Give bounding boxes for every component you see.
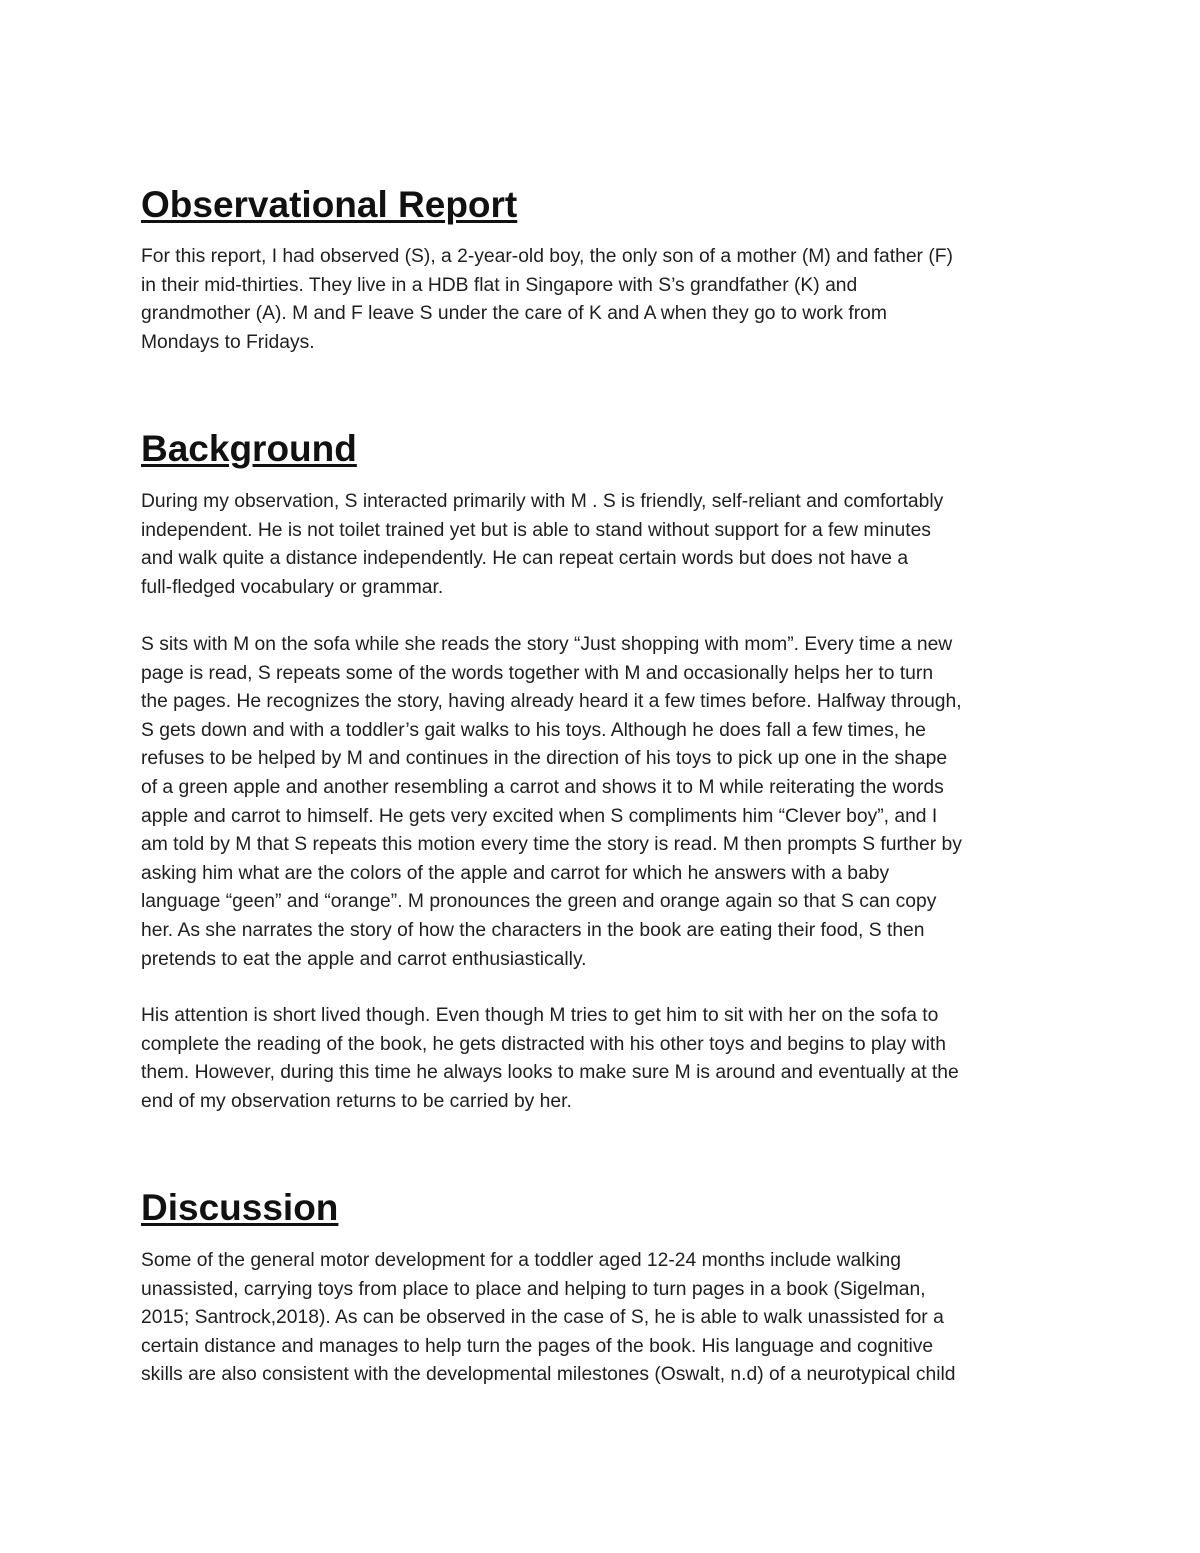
paragraph-line: page is read, S repeats some of the words together with M and occasionally helps her to turn [141, 662, 934, 684]
paragraph-line: 2015; Santrock,2018). As can be observed in the case of S, he is able to walk unassisted for a [141, 1307, 944, 1329]
paragraph-line: the pages. He recognizes the story, having already heard it a few times before. Halfway through, [141, 691, 962, 713]
heading-discussion: Discussion [141, 1187, 339, 1228]
paragraph-line: S sits with M on the sofa while she reads the story “Just shopping with mom”. Every time a new [141, 634, 953, 655]
background-paragraph-3 [141, 1002, 1066, 1116]
paragraph-line: of a green apple and another resembling a carrot and shows it to M while reiterating the words [141, 776, 944, 798]
background-paragraph-2 [141, 631, 1066, 974]
paragraph-line: skills are also consistent with the developmental milestones (Oswalt, n.d) of a neurotypical child [141, 1364, 956, 1386]
paragraph-line: Mondays to Fridays. [141, 331, 315, 353]
paragraph-line: asking him what are the colors of the apple and carrot for which he answers with a baby [141, 862, 890, 884]
paragraph-line: language “geen” and “orange”. M pronounces the green and orange again so that S can copy [141, 891, 937, 913]
intro-paragraph [141, 243, 1066, 357]
paragraph-line: His attention is short lived though. Even though M tries to get him to sit with her on the sofa to [141, 1005, 939, 1026]
paragraph-line: refuses to be helped by M and continues in the direction of his toys to pick up one in the shape [141, 748, 948, 770]
background-paragraph-1 [141, 488, 1066, 602]
paragraph-line: in their mid-thirties. They live in a HDB flat in Singapore with S’s grandfather (K) and [141, 274, 858, 296]
paragraph-line: During my observation, S interacted primarily with M . S is friendly, self-reliant and comfortably [141, 491, 944, 512]
paragraph-line: independent. He is not toilet trained yet but is able to stand without support for a few minutes [141, 519, 931, 541]
paragraph-line: complete the reading of the book, he gets distracted with his other toys and begins to play with [141, 1033, 946, 1055]
paragraph-line: S gets down and with a toddler’s gait walks to his toys. Although he does fall a few times, he [141, 719, 926, 741]
paragraph-line: unassisted, carrying toys from place to place and helping to turn pages in a book (Sigelman, [141, 1278, 926, 1300]
paragraph-line: certain distance and manages to help turn the pages of the book. His language and cognitive [141, 1335, 934, 1357]
paragraph-line: Some of the general motor development for a toddler aged 12-24 months include walking [141, 1250, 901, 1271]
paragraph-line: pretends to eat the apple and carrot enthusiastically. [141, 948, 587, 970]
paragraph-line: full-fledged vocabulary or grammar. [141, 576, 444, 598]
paragraph-line: them. However, during this time he always looks to make sure M is around and eventually at the [141, 1062, 959, 1084]
paragraph-line: grandmother (A). M and F leave S under the care of K and A when they go to work from [141, 303, 887, 325]
paragraph-line: apple and carrot to himself. He gets very excited when S compliments him “Clever boy”, and I [141, 805, 938, 827]
paragraph-line: and walk quite a distance independently. He can repeat certain words but does not have a [141, 548, 909, 570]
heading-observational-report: Observational Report [141, 184, 518, 225]
heading-background: Background [141, 428, 357, 469]
paragraph-line: end of my observation returns to be carried by her. [141, 1090, 572, 1112]
paragraph-line: am told by M that S repeats this motion every time the story is read. M then prompts S further by [141, 834, 962, 856]
paragraph-line: her. As she narrates the story of how the characters in the book are eating their food, S then [141, 919, 925, 941]
paragraph-line: For this report, I had observed (S), a 2-year-old boy, the only son of a mother (M) and father (F) [141, 246, 953, 267]
discussion-paragraph-1 [141, 1247, 1066, 1390]
